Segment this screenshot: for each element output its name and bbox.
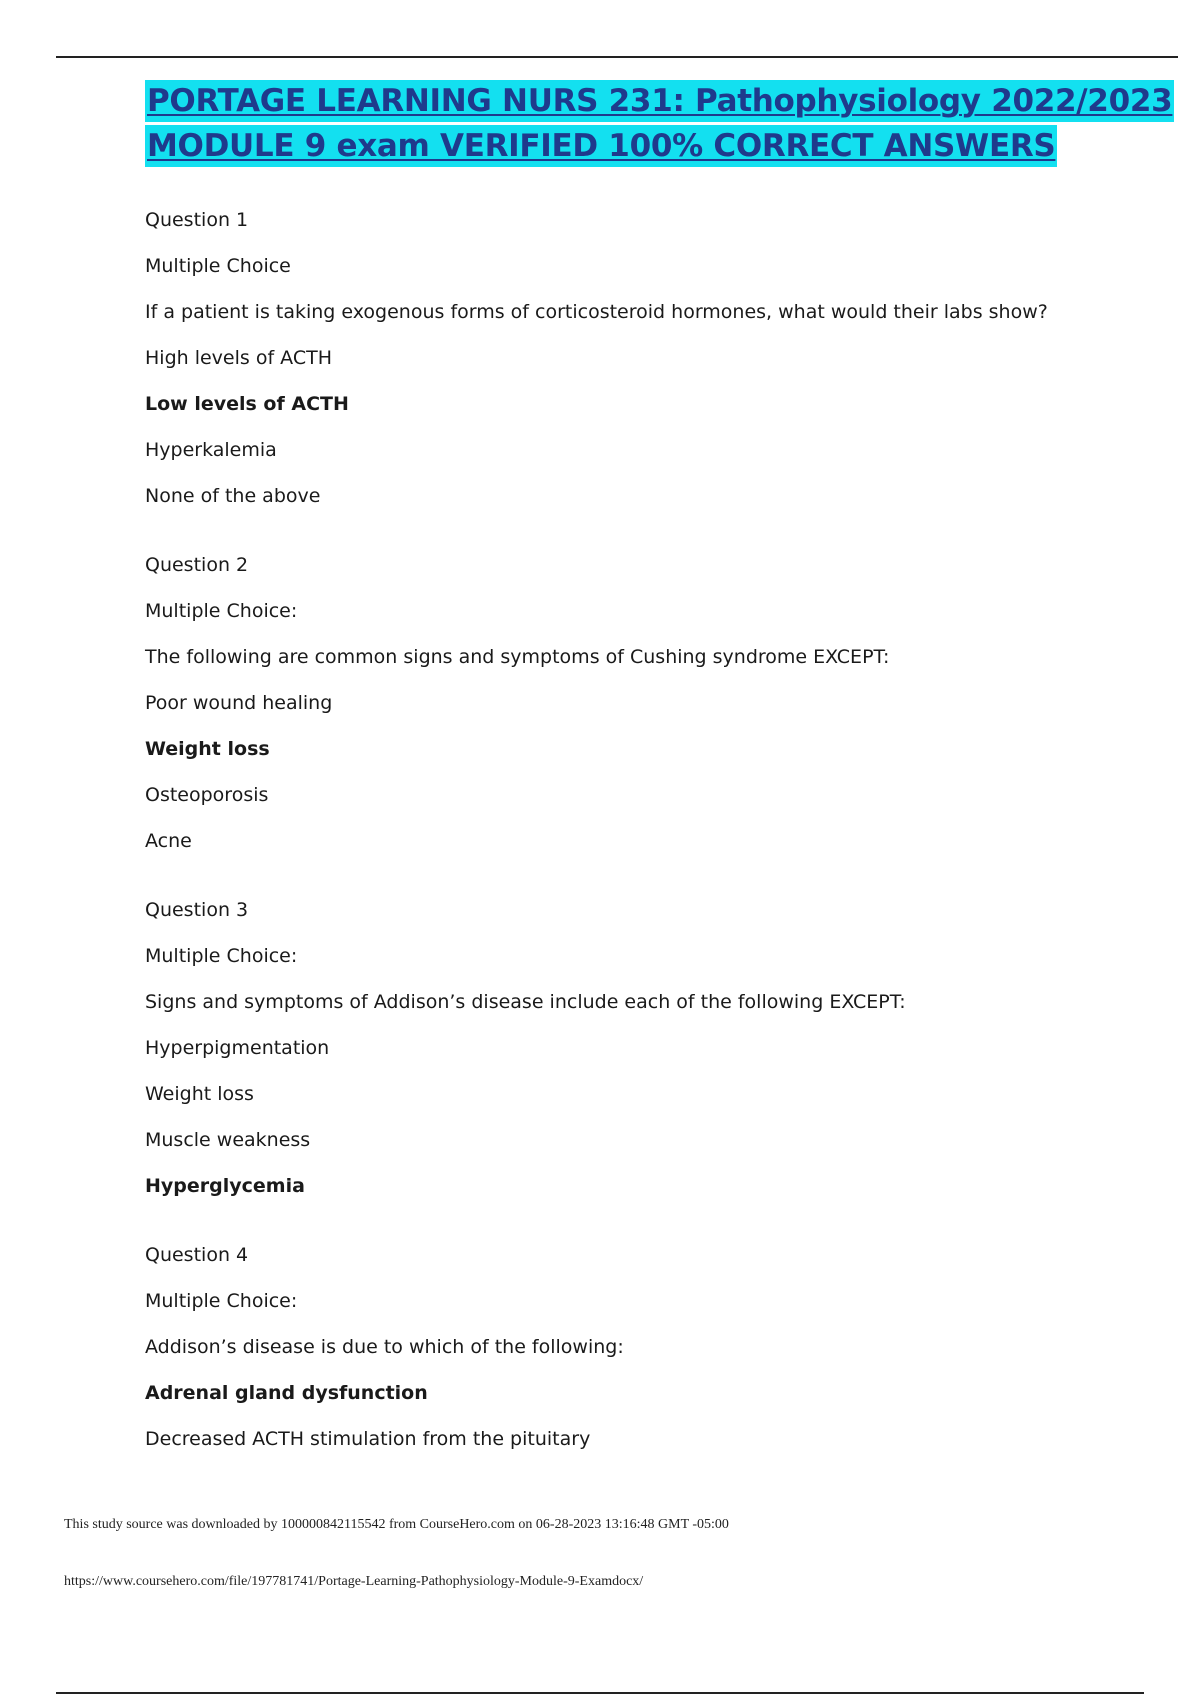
question-prompt: If a patient is taking exogenous forms of corticosteroid hormones, what would their labs show? bbox=[145, 301, 1048, 323]
document-title bbox=[145, 80, 1173, 170]
top-divider bbox=[56, 56, 1178, 58]
correct-answer-option: Weight loss bbox=[145, 738, 270, 760]
answer-option: Hyperpigmentation bbox=[145, 1037, 330, 1059]
answer-option: None of the above bbox=[145, 485, 321, 507]
correct-answer-option: Low levels of ACTH bbox=[145, 393, 349, 415]
question-type: Multiple Choice bbox=[145, 255, 291, 277]
question-prompt: Signs and symptoms of Addison’s disease include each of the following EXCEPT: bbox=[145, 991, 906, 1013]
answer-option: Poor wound healing bbox=[145, 692, 333, 714]
question-prompt: The following are common signs and symptoms of Cushing syndrome EXCEPT: bbox=[145, 646, 890, 668]
answer-option: Acne bbox=[145, 830, 192, 852]
answer-option: Hyperkalemia bbox=[145, 439, 277, 461]
question-block bbox=[145, 1243, 1085, 1451]
document-body bbox=[145, 208, 1085, 1496]
question-block bbox=[145, 208, 1085, 508]
answer-option: Weight loss bbox=[145, 1083, 254, 1105]
answer-option: Osteoporosis bbox=[145, 784, 269, 806]
title-line-2: MODULE 9 exam VERIFIED 100% CORRECT ANSWERS bbox=[145, 125, 1057, 167]
download-source-note: This study source was downloaded by 100000842115542 from CourseHero.com on 06-28-2023 13:16:48 GMT -05:00 bbox=[64, 1517, 729, 1532]
question-block bbox=[145, 553, 1085, 853]
question-type: Multiple Choice: bbox=[145, 945, 298, 967]
question-type: Multiple Choice: bbox=[145, 1290, 298, 1312]
question-prompt: Addison’s disease is due to which of the following: bbox=[145, 1336, 624, 1358]
question-block bbox=[145, 898, 1085, 1198]
question-number: Question 2 bbox=[145, 554, 249, 576]
question-number: Question 1 bbox=[145, 209, 249, 231]
answer-option: High levels of ACTH bbox=[145, 347, 333, 369]
correct-answer-option: Hyperglycemia bbox=[145, 1175, 305, 1197]
question-type: Multiple Choice: bbox=[145, 600, 298, 622]
question-number: Question 4 bbox=[145, 1244, 249, 1266]
title-line-1: PORTAGE LEARNING NURS 231: Pathophysiology 2022/2023 bbox=[145, 80, 1174, 122]
answer-option: Decreased ACTH stimulation from the pituitary bbox=[145, 1428, 591, 1450]
correct-answer-option: Adrenal gland dysfunction bbox=[145, 1382, 428, 1404]
bottom-divider bbox=[56, 1692, 1144, 1694]
question-number: Question 3 bbox=[145, 899, 249, 921]
source-url: https://www.coursehero.com/file/197781741/Portage-Learning-Pathophysiology-Module-9-Examdocx/ bbox=[64, 1574, 644, 1589]
answer-option: Muscle weakness bbox=[145, 1129, 311, 1151]
